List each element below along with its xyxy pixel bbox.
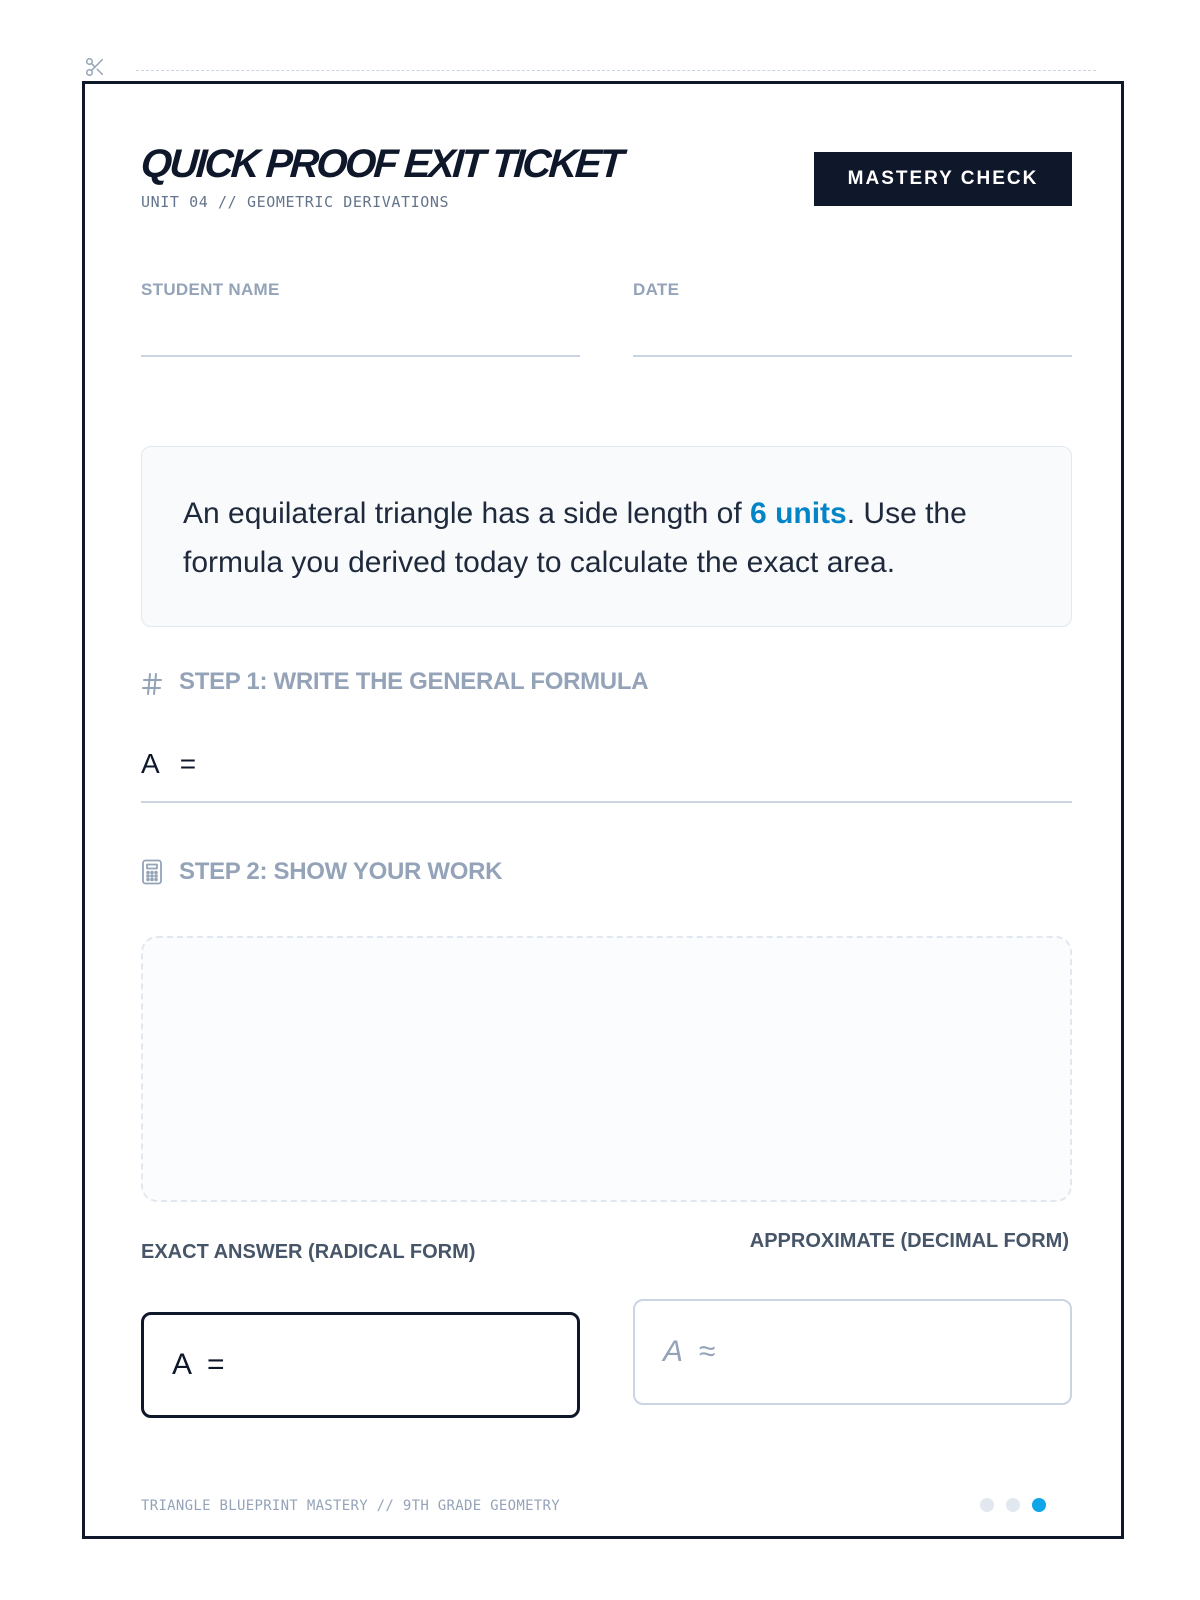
problem-text-before: An equilateral triangle has a side length of [183, 497, 751, 530]
exact-answer-prefix: A = [172, 1348, 225, 1381]
approx-answer-input[interactable] [633, 1299, 1072, 1405]
pagination-dot [1006, 1498, 1020, 1512]
step1-formula-prefix: A = [141, 748, 199, 779]
ticket-subtitle: UNIT 04 // GEOMETRIC DERIVATIONS [141, 193, 450, 211]
approx-answer-prefix: A ≈ [663, 1335, 716, 1368]
calculator-icon [141, 859, 163, 885]
date-field[interactable] [633, 355, 1072, 357]
work-area[interactable] [141, 936, 1072, 1202]
problem-highlight: 6 units [750, 497, 847, 530]
step1-title: STEP 1: WRITE THE GENERAL FORMULA [179, 668, 649, 695]
footer-text: TRIANGLE BLUEPRINT MASTERY // 9TH GRADE GEOMETRY [141, 1498, 560, 1514]
student-name-label: STUDENT NAME [141, 280, 280, 299]
pagination-dots [980, 1498, 1046, 1512]
exact-answer-input[interactable] [141, 1312, 580, 1418]
step2-title: STEP 2: SHOW YOUR WORK [179, 858, 503, 885]
date-label: DATE [633, 280, 680, 299]
student-name-field[interactable] [141, 355, 580, 357]
step1-formula-input[interactable] [141, 801, 1072, 803]
exact-answer-label: EXACT ANSWER (RADICAL FORM) [141, 1241, 476, 1263]
ticket-title: QUICK PROOF EXIT TICKET [139, 142, 623, 186]
cut-line [136, 70, 1096, 71]
problem-text-after: . Use the formula you derived today to calculate the exact area. [183, 497, 967, 579]
exit-ticket-card [82, 81, 1124, 1539]
approx-answer-label: APPROXIMATE (DECIMAL FORM) [749, 1230, 1069, 1252]
pagination-dot [1032, 1498, 1046, 1512]
scissors-icon [84, 56, 106, 78]
problem-statement [141, 446, 1072, 627]
hash-icon [141, 672, 163, 696]
mastery-check-badge: MASTERY CHECK [814, 152, 1072, 206]
pagination-dot [980, 1498, 994, 1512]
